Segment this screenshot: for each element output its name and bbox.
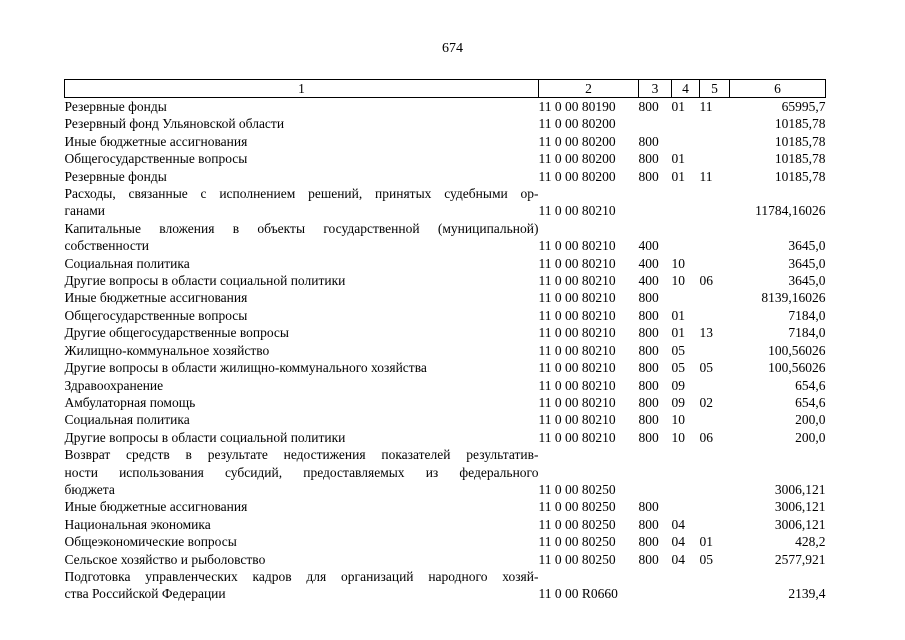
row-col3: 800 bbox=[638, 342, 659, 358]
table-row bbox=[65, 115, 826, 132]
row-amount: 10185,78 bbox=[774, 116, 826, 132]
row-col3 bbox=[639, 115, 672, 132]
table-body bbox=[65, 98, 826, 603]
row-name bbox=[65, 359, 539, 376]
row-col5 bbox=[700, 133, 730, 150]
row-name bbox=[65, 446, 539, 498]
row-col5 bbox=[700, 377, 730, 394]
row-name bbox=[65, 342, 539, 359]
table-row bbox=[65, 324, 826, 341]
row-amount: 3006,121 bbox=[774, 516, 826, 532]
row-amount: 10185,78 bbox=[774, 168, 826, 184]
row-name-line: Иные бюджетные ассигнования bbox=[64, 499, 248, 515]
table-row bbox=[65, 272, 826, 289]
row-col3: 400 bbox=[638, 273, 659, 289]
row-col4 bbox=[672, 133, 700, 150]
row-col5: 05 bbox=[699, 551, 713, 567]
table-row bbox=[65, 133, 826, 150]
row-col3: 800 bbox=[638, 290, 659, 306]
row-col5 bbox=[700, 289, 730, 306]
row-amount: 3006,121 bbox=[774, 499, 826, 515]
table-row bbox=[65, 185, 826, 220]
row-name-line: Подготовка управленческих кадров для организаций народного хозяй- bbox=[64, 568, 539, 584]
row-name-line: Резервный фонд Ульяновской области bbox=[64, 116, 285, 132]
row-col3 bbox=[639, 446, 672, 498]
row-col4 bbox=[672, 185, 700, 220]
row-amount: 7184,0 bbox=[788, 307, 826, 323]
row-code: 11 0 00 80210 bbox=[538, 203, 616, 219]
row-name-line: Иные бюджетные ассигнования bbox=[64, 290, 248, 306]
row-col4 bbox=[672, 115, 700, 132]
row-amount: 200,0 bbox=[795, 412, 826, 428]
row-amount: 654,6 bbox=[795, 394, 826, 410]
row-name bbox=[65, 498, 539, 515]
row-name-line: Сельское хозяйство и рыболовство bbox=[64, 551, 266, 567]
row-amount: 3645,0 bbox=[788, 273, 826, 289]
row-name-line: Возврат средств в результате недостижения показателей результатив- bbox=[64, 447, 539, 463]
row-amount: 654,6 bbox=[795, 377, 826, 393]
row-name bbox=[65, 324, 539, 341]
table-row bbox=[65, 150, 826, 167]
row-code: 11 0 00 80250 bbox=[538, 499, 616, 515]
table-row bbox=[65, 533, 826, 550]
row-col3: 800 bbox=[638, 394, 659, 410]
table-row bbox=[65, 551, 826, 568]
row-col5 bbox=[700, 342, 730, 359]
row-name-line: ганами bbox=[64, 203, 106, 219]
row-col3: 800 bbox=[638, 99, 659, 114]
row-code: 11 0 00 80250 bbox=[538, 516, 616, 532]
row-name bbox=[65, 220, 539, 255]
row-col3: 800 bbox=[638, 168, 659, 184]
page-number: 674 bbox=[442, 41, 463, 56]
table-row bbox=[65, 429, 826, 446]
row-code: 11 0 00 80210 bbox=[538, 238, 616, 254]
row-col4: 01 bbox=[671, 307, 685, 323]
table-row bbox=[65, 98, 826, 116]
row-name-line: Общеэкономические вопросы bbox=[64, 534, 237, 550]
table-row bbox=[65, 220, 826, 255]
column-header-5: 5 bbox=[700, 80, 730, 98]
row-amount: 200,0 bbox=[795, 429, 826, 445]
row-code: 11 0 00 80210 bbox=[538, 377, 616, 393]
row-col3: 800 bbox=[638, 377, 659, 393]
table-row bbox=[65, 359, 826, 376]
table-row bbox=[65, 394, 826, 411]
row-name-line: Здравоохранение bbox=[64, 377, 164, 393]
row-name-line: ства Российской Федерации bbox=[64, 586, 226, 602]
row-name-line: Другие вопросы в области социальной политики bbox=[64, 273, 346, 289]
row-name bbox=[65, 533, 539, 550]
row-col5: 02 bbox=[699, 394, 713, 410]
row-name bbox=[65, 516, 539, 533]
row-amount: 65995,7 bbox=[781, 99, 826, 114]
row-code: 11 0 00 80210 bbox=[538, 255, 616, 271]
table-row bbox=[65, 289, 826, 306]
table-row bbox=[65, 446, 826, 498]
row-col3: 800 bbox=[638, 551, 659, 567]
row-col5 bbox=[700, 568, 730, 603]
row-name bbox=[65, 98, 539, 116]
row-name bbox=[65, 115, 539, 132]
row-name bbox=[65, 377, 539, 394]
row-col5 bbox=[700, 150, 730, 167]
row-name-line: Другие вопросы в области социальной политики bbox=[64, 429, 346, 445]
row-amount: 10185,78 bbox=[774, 133, 826, 149]
row-col3: 800 bbox=[638, 307, 659, 323]
row-name-line: Общегосударственные вопросы bbox=[64, 307, 248, 323]
row-name-line: Национальная экономика bbox=[64, 516, 211, 532]
table-row bbox=[65, 168, 826, 185]
row-col3: 800 bbox=[638, 133, 659, 149]
row-col5: 05 bbox=[699, 360, 713, 376]
row-name bbox=[65, 289, 539, 306]
row-col3: 800 bbox=[638, 429, 659, 445]
row-col4: 01 bbox=[671, 168, 685, 184]
row-name-line: Расходы, связанные с исполнением решений, принятых судебными ор- bbox=[64, 186, 539, 202]
row-col4 bbox=[672, 568, 700, 603]
row-col5 bbox=[700, 115, 730, 132]
row-name bbox=[65, 185, 539, 220]
row-name bbox=[65, 255, 539, 272]
row-col5 bbox=[700, 255, 730, 272]
row-name-line: Жилищно-коммунальное хозяйство bbox=[64, 342, 270, 358]
row-name-line: Капитальные вложения в объекты государственной (муниципальной) bbox=[64, 220, 539, 236]
row-amount: 3006,121 bbox=[774, 481, 826, 497]
row-col4: 05 bbox=[671, 342, 685, 358]
row-name bbox=[65, 307, 539, 324]
row-name bbox=[65, 429, 539, 446]
row-name bbox=[65, 568, 539, 603]
row-name bbox=[65, 394, 539, 411]
row-name-line: бюджета bbox=[64, 481, 115, 497]
row-col5: 11 bbox=[699, 168, 713, 184]
row-name-line: Другие вопросы в области жилищно-коммунального хозяйства bbox=[64, 360, 427, 376]
row-col5 bbox=[700, 185, 730, 220]
column-header-3: 3 bbox=[639, 80, 672, 98]
row-name bbox=[65, 133, 539, 150]
row-code: 11 0 00 80200 bbox=[538, 133, 616, 149]
row-name-line: Социальная политика bbox=[64, 412, 190, 428]
row-col5 bbox=[700, 446, 730, 498]
row-code: 11 0 00 80250 bbox=[538, 534, 616, 550]
budget-table bbox=[64, 79, 826, 603]
row-code: 11 0 00 80210 bbox=[538, 412, 616, 428]
row-name-line: Общегосударственные вопросы bbox=[64, 151, 248, 167]
row-amount: 100,56026 bbox=[768, 342, 826, 358]
row-code: 11 0 00 80250 bbox=[538, 551, 616, 567]
row-col4: 10 bbox=[671, 255, 685, 271]
row-col5: 01 bbox=[699, 534, 713, 550]
row-amount: 2139,4 bbox=[788, 586, 826, 602]
row-name bbox=[65, 551, 539, 568]
row-amount: 3645,0 bbox=[788, 238, 826, 254]
row-col4 bbox=[672, 498, 700, 515]
row-code: 11 0 00 80200 bbox=[538, 151, 616, 167]
row-name-line: собственности bbox=[64, 238, 149, 254]
row-name bbox=[65, 168, 539, 185]
row-col5 bbox=[700, 411, 730, 428]
row-code: 11 0 00 80210 bbox=[538, 429, 616, 445]
row-col4: 10 bbox=[671, 429, 685, 445]
row-amount: 100,56026 bbox=[768, 360, 826, 376]
row-name bbox=[65, 272, 539, 289]
row-name-line: Иные бюджетные ассигнования bbox=[64, 133, 248, 149]
row-code: 11 0 00 80210 bbox=[538, 273, 616, 289]
table-row bbox=[65, 255, 826, 272]
column-header-2: 2 bbox=[539, 80, 639, 98]
row-name-line: Амбулаторная помощь bbox=[64, 394, 196, 410]
row-col3: 800 bbox=[638, 360, 659, 376]
row-col4: 04 bbox=[671, 534, 685, 550]
row-col4: 10 bbox=[671, 412, 685, 428]
row-col3: 800 bbox=[638, 534, 659, 550]
row-col4: 04 bbox=[671, 516, 685, 532]
row-col5 bbox=[700, 498, 730, 515]
row-col5: 06 bbox=[699, 273, 713, 289]
table-row bbox=[65, 498, 826, 515]
row-amount: 3645,0 bbox=[788, 255, 826, 271]
row-col3: 800 bbox=[638, 499, 659, 515]
row-name bbox=[65, 411, 539, 428]
row-code: 11 0 00 80200 bbox=[538, 116, 616, 132]
row-amount: 2577,921 bbox=[774, 551, 826, 567]
row-col4: 04 bbox=[671, 551, 685, 567]
row-col4: 01 bbox=[671, 151, 685, 167]
row-col3 bbox=[639, 568, 672, 603]
row-code: 11 0 00 80250 bbox=[538, 481, 616, 497]
row-amount: 7184,0 bbox=[788, 325, 826, 341]
row-code: 11 0 00 80210 bbox=[538, 290, 616, 306]
row-col4: 01 bbox=[671, 325, 685, 341]
row-col4 bbox=[672, 446, 700, 498]
row-col4 bbox=[672, 220, 700, 255]
row-code: 11 0 00 80210 bbox=[538, 360, 616, 376]
table-row bbox=[65, 568, 826, 603]
column-header-6: 6 bbox=[730, 80, 826, 98]
row-col5 bbox=[700, 307, 730, 324]
row-code: 11 0 00 R0660 bbox=[538, 586, 618, 602]
row-col5 bbox=[700, 516, 730, 533]
row-name-line: Резервные фонды bbox=[64, 99, 167, 114]
row-col5: 11 bbox=[699, 99, 713, 114]
row-amount: 11784,16026 bbox=[755, 203, 826, 219]
row-code: 11 0 00 80210 bbox=[538, 394, 616, 410]
column-header-1: 1 bbox=[65, 80, 539, 98]
row-col3: 800 bbox=[638, 325, 659, 341]
row-col3 bbox=[639, 185, 672, 220]
row-col3: 400 bbox=[638, 255, 659, 271]
row-col4: 10 bbox=[671, 273, 685, 289]
table-row bbox=[65, 516, 826, 533]
row-name-line: Резервные фонды bbox=[64, 168, 167, 184]
table-row bbox=[65, 411, 826, 428]
row-col3: 800 bbox=[638, 412, 659, 428]
row-amount: 10185,78 bbox=[774, 151, 826, 167]
row-code: 11 0 00 80210 bbox=[538, 342, 616, 358]
row-col5 bbox=[700, 220, 730, 255]
row-col4: 09 bbox=[671, 377, 685, 393]
row-col3: 400 bbox=[638, 238, 659, 254]
table-header-row bbox=[65, 80, 826, 98]
table-row bbox=[65, 377, 826, 394]
row-col4 bbox=[672, 289, 700, 306]
row-col3: 800 bbox=[638, 516, 659, 532]
column-header-4: 4 bbox=[672, 80, 700, 98]
row-col3: 800 bbox=[638, 151, 659, 167]
row-code: 11 0 00 80190 bbox=[538, 99, 616, 114]
row-code: 11 0 00 80210 bbox=[538, 307, 616, 323]
table-row bbox=[65, 307, 826, 324]
row-col5: 13 bbox=[699, 325, 713, 341]
row-amount: 428,2 bbox=[795, 534, 826, 550]
row-code: 11 0 00 80210 bbox=[538, 325, 616, 341]
row-col5: 06 bbox=[699, 429, 713, 445]
row-name-line: Другие общегосударственные вопросы bbox=[64, 325, 289, 341]
row-col4: 09 bbox=[671, 394, 685, 410]
row-col4: 01 bbox=[671, 99, 685, 114]
row-name-line: Социальная политика bbox=[64, 255, 190, 271]
row-amount: 8139,16026 bbox=[761, 290, 826, 306]
row-name bbox=[65, 150, 539, 167]
row-name-line: ности использования субсидий, предоставляемых из федерального bbox=[64, 464, 539, 480]
row-code: 11 0 00 80200 bbox=[538, 168, 616, 184]
table-row bbox=[65, 342, 826, 359]
row-col4: 05 bbox=[671, 360, 685, 376]
